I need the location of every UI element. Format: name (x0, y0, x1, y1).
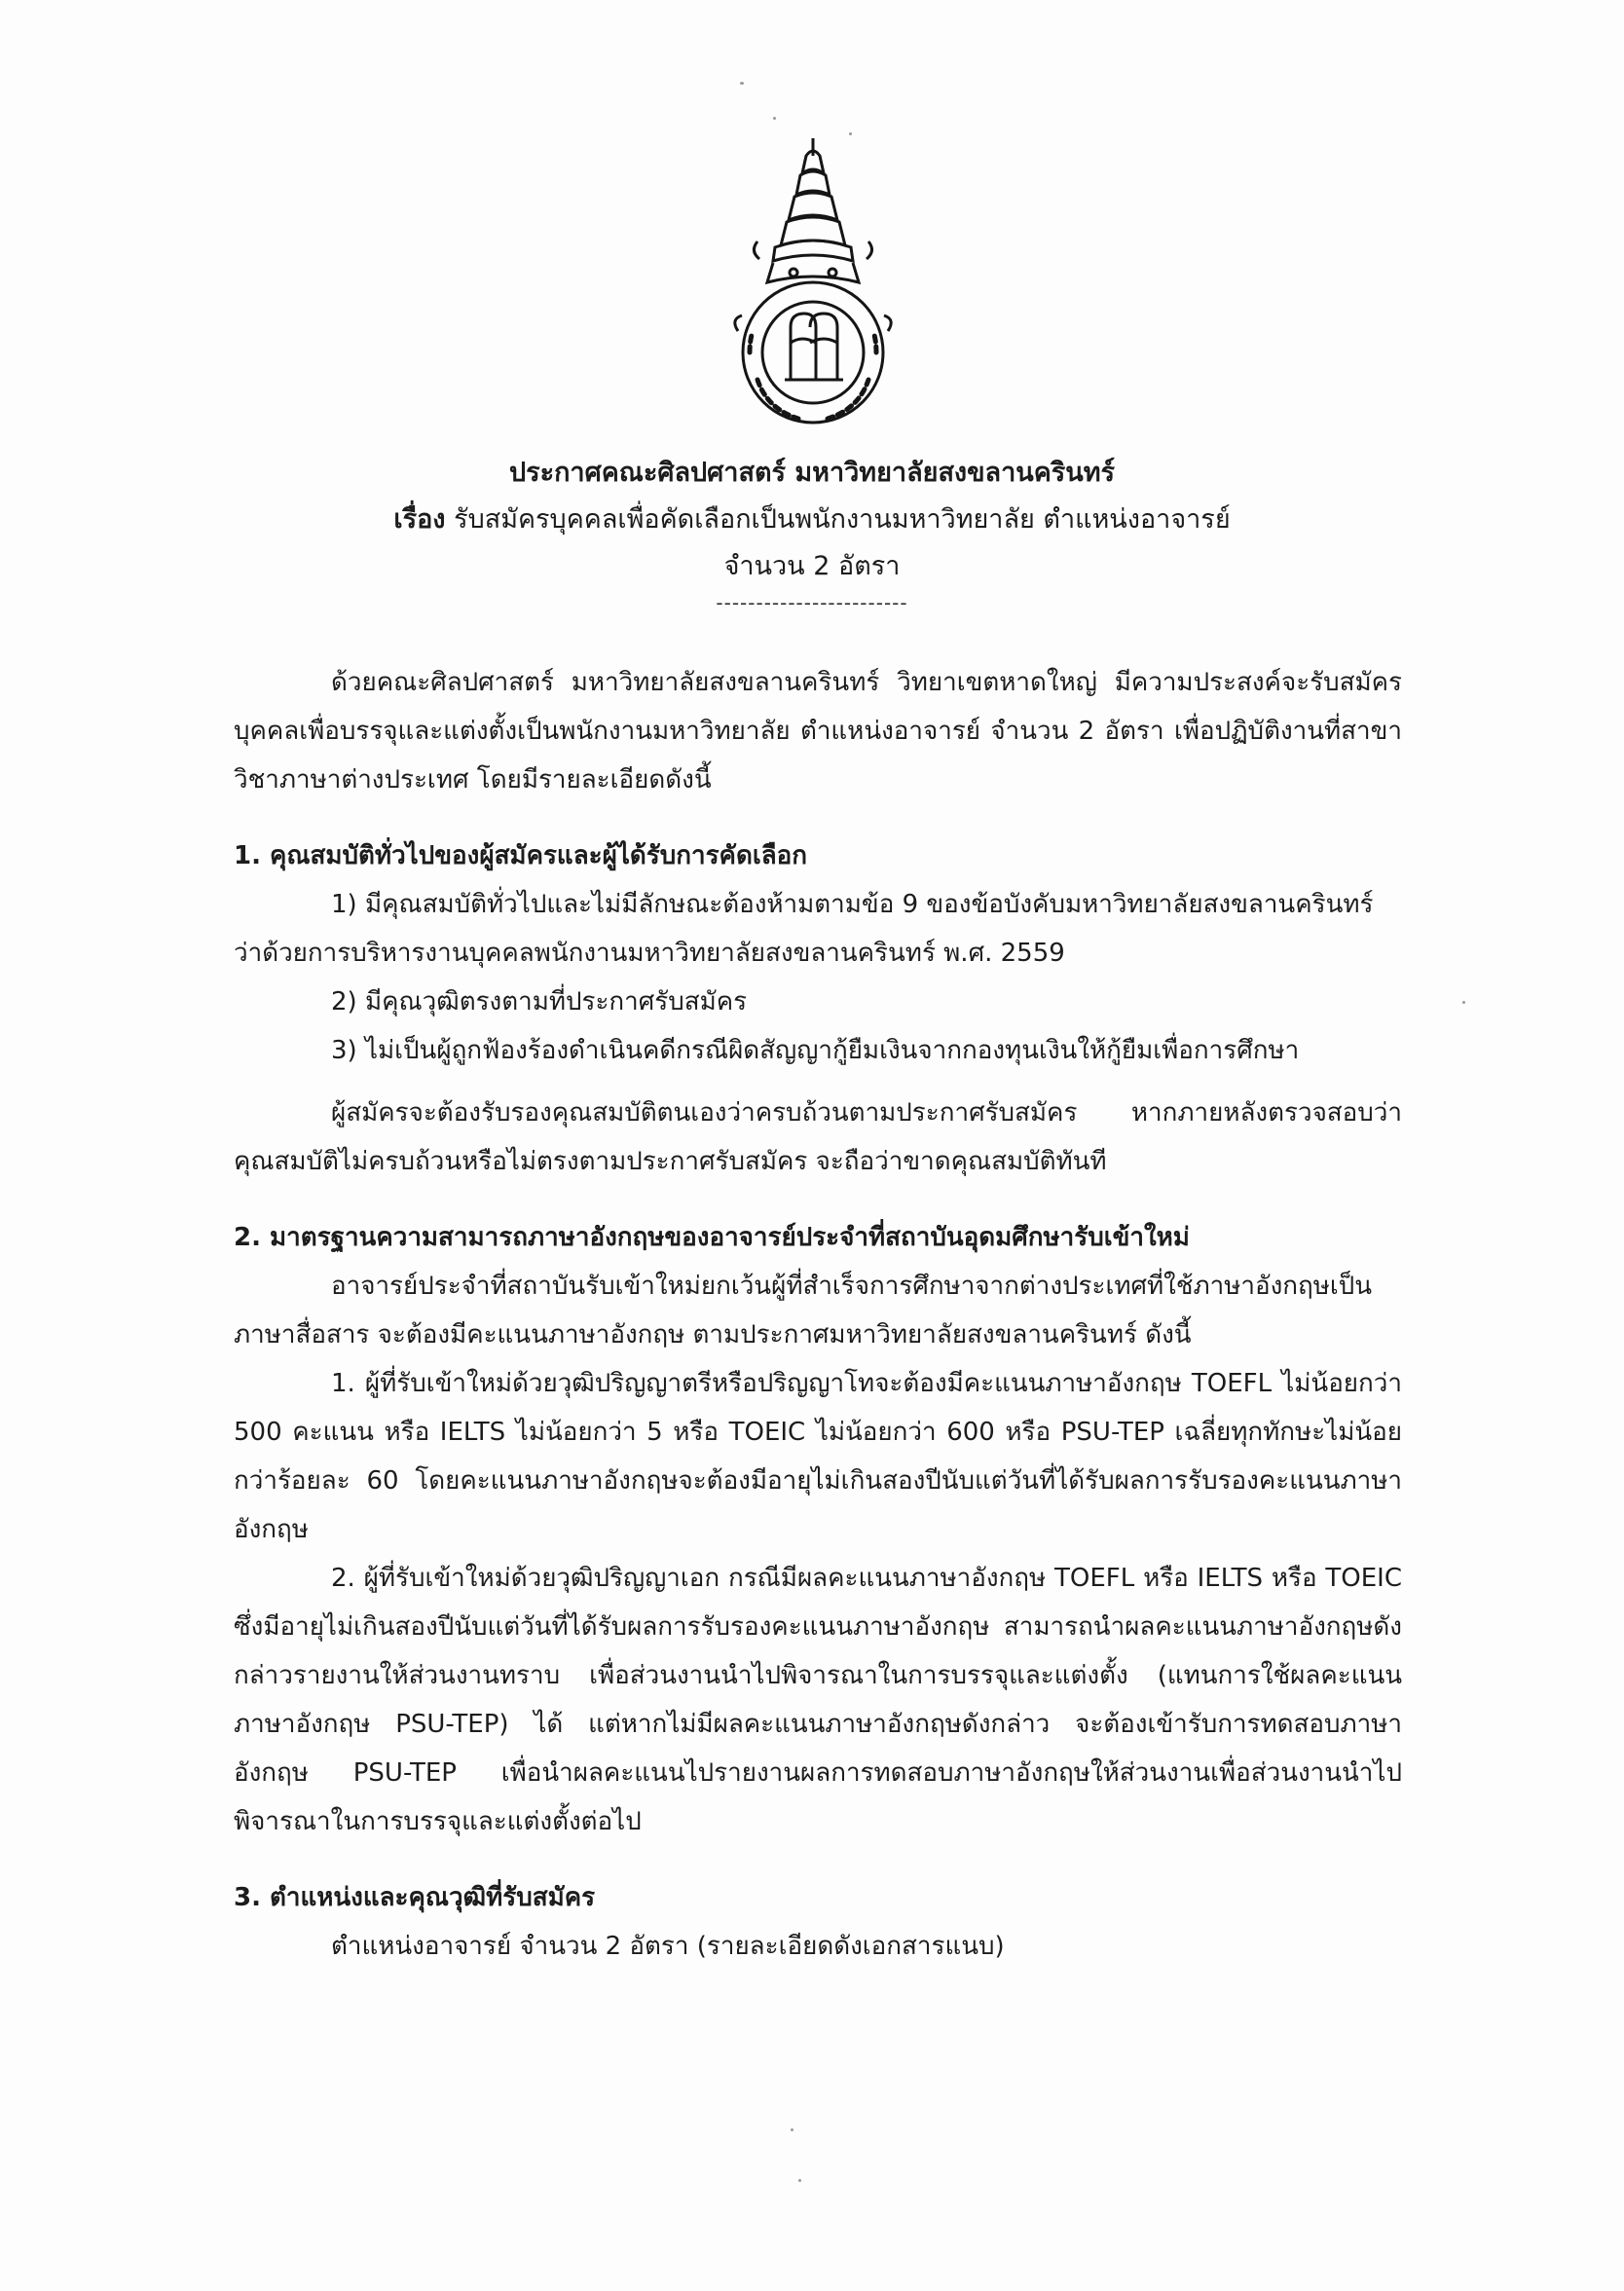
subject-text: รับสมัครบุคคลเพื่อคัดเลือกเป็นพนักงานมหาวิทยาลัย ตำแหน่งอาจารย์ (454, 504, 1231, 535)
document-body (234, 658, 1402, 1971)
section-3-heading: 3. ตำแหน่งและคุณวุฒิที่รับสมัคร (234, 1883, 596, 1912)
section-1-note: ผู้สมัครจะต้องรับรองคุณสมบัติตนเองว่าครบถ้วนตามประกาศรับสมัคร หากภายหลังตรวจสอบว่าคุณสมบัติไม่ครบถ้วนหรือไม่ตรงตามประกาศรับสมัคร จะถือว่าขาดคุณสมบัติทันที (234, 1098, 1402, 1176)
scan-speck (798, 2179, 801, 2182)
section-1-heading: 1. คุณสมบัติทั่วไปของผู้สมัครและผู้ได้รับการคัดเลือก (234, 841, 808, 870)
title-line-2 (0, 497, 1624, 543)
announcement-title (0, 450, 1624, 617)
section-2-intro: อาจารย์ประจำที่สถาบันรับเข้าใหม่ยกเว้นผู้ที่สำเร็จการศึกษาจากต่างประเทศที่ใช้ภาษาอังกฤษเป็นภาษาสื่อสาร จะต้องมีคะแนนภาษาอังกฤษ ตามประกาศมหาวิทยาลัยสงขลานครินทร์ ดังนี้ (234, 1272, 1373, 1349)
section-2-heading: 2. มาตรฐานความสามารถภาษาอังกฤษของอาจารย์ประจำที่สถาบันอุดมศึกษารับเข้าใหม่ (234, 1223, 1190, 1252)
section-2-point-2: 2. ผู้ที่รับเข้าใหม่ด้วยวุฒิปริญญาเอก กรณีมีผลคะแนนภาษาอังกฤษ TOEFL หรือ IELTS หรือ TOEIC ซึ่งมีอายุไม่เกินสองปีนับแต่วันที่ได้รับผลการรับรองคะแนนภาษาอังกฤษ สามารถนำผลคะแนนภาษาอังกฤษดังกล่าวรายงานให้ส่วนงานทราบ เพื่อส่วนงานนำไปพิจารณาในการบรรจุและแต่งตั้ง (แทนการใช้ผลคะแนนภาษาอังกฤษ PSU-TEP) ได้ แต่หากไม่มีผลคะแนนภาษาอังกฤษดังกล่าว จะต้องเข้ารับการทดสอบภาษาอังกฤษ PSU-TEP เพื่อนำผลคะแนนไปรายงานผลการทดสอบภาษาอังกฤษให้ส่วนงานเพื่อส่วนงานนำไปพิจารณาในการบรรจุและแต่งตั้งต่อไป (234, 1564, 1402, 1836)
title-line-1: ประกาศคณะศิลปศาสตร์ มหาวิทยาลัยสงขลานครินทร์ (508, 458, 1116, 488)
intro-paragraph: ด้วยคณะศิลปศาสตร์ มหาวิทยาลัยสงขลานครินทร์ วิทยาเขตหาดใหญ่ มีความประสงค์จะรับสมัครบุคคลเพื่อบรรจุและแต่งตั้งเป็นพนักงานมหาวิทยาลัย ตำแหน่งอาจารย์ จำนวน 2 อัตรา เพื่อปฏิบัติงานที่สาขาวิชาภาษาต่างประเทศ โดยมีรายละเอียดดังนี้ (234, 668, 1402, 794)
scan-speck (740, 82, 744, 85)
scan-speck (1462, 1001, 1465, 1004)
title-divider: ------------------------ (716, 591, 908, 614)
section-2-point-1: 1. ผู้ที่รับเข้าใหม่ด้วยวุฒิปริญญาตรีหรือปริญญาโทจะต้องมีคะแนนภาษาอังกฤษ TOEFL ไม่น้อยกว่า 500 คะแนน หรือ IELTS ไม่น้อยกว่า 5 หรือ TOEIC ไม่น้อยกว่า 600 หรือ PSU-TEP เฉลี่ยทุกทักษะไม่น้อยกว่าร้อยละ 60 โดยคะแนนภาษาอังกฤษจะต้องมีอายุไม่เกินสองปีนับแต่วันที่ได้รับผลการรับรองคะแนนภาษาอังกฤษ (234, 1369, 1402, 1544)
scan-speck (773, 117, 776, 120)
section-1-item-1: 1) มีคุณสมบัติทั่วไปและไม่มีลักษณะต้องห้ามตามข้อ 9 ของข้อบังคับมหาวิทยาลัยสงขลานครินทร์ (331, 890, 1374, 919)
scan-speck (791, 2128, 794, 2131)
university-seal-icon (720, 136, 905, 433)
section-1-item-3: 3) ไม่เป็นผู้ถูกฟ้องร้องดำเนินคดีกรณีผิดสัญญากู้ยืมเงินจากกองทุนเงินให้กู้ยืมเพื่อการศึกษา (331, 1036, 1300, 1065)
subject-label: เรื่อง (393, 504, 446, 535)
scan-speck (849, 132, 852, 135)
title-line-3: จำนวน 2 อัตรา (723, 551, 901, 581)
section-1-item-2: 2) มีคุณวุฒิตรงตามที่ประกาศรับสมัคร (331, 987, 748, 1016)
section-1-item-1-cont: ว่าด้วยการบริหารงานบุคคลพนักงานมหาวิทยาลัยสงขลานครินทร์ พ.ศ. 2559 (234, 939, 1065, 968)
section-3-text: ตำแหน่งอาจารย์ จำนวน 2 อัตรา (รายละเอียดดังเอกสารแนบ) (331, 1932, 1005, 1961)
